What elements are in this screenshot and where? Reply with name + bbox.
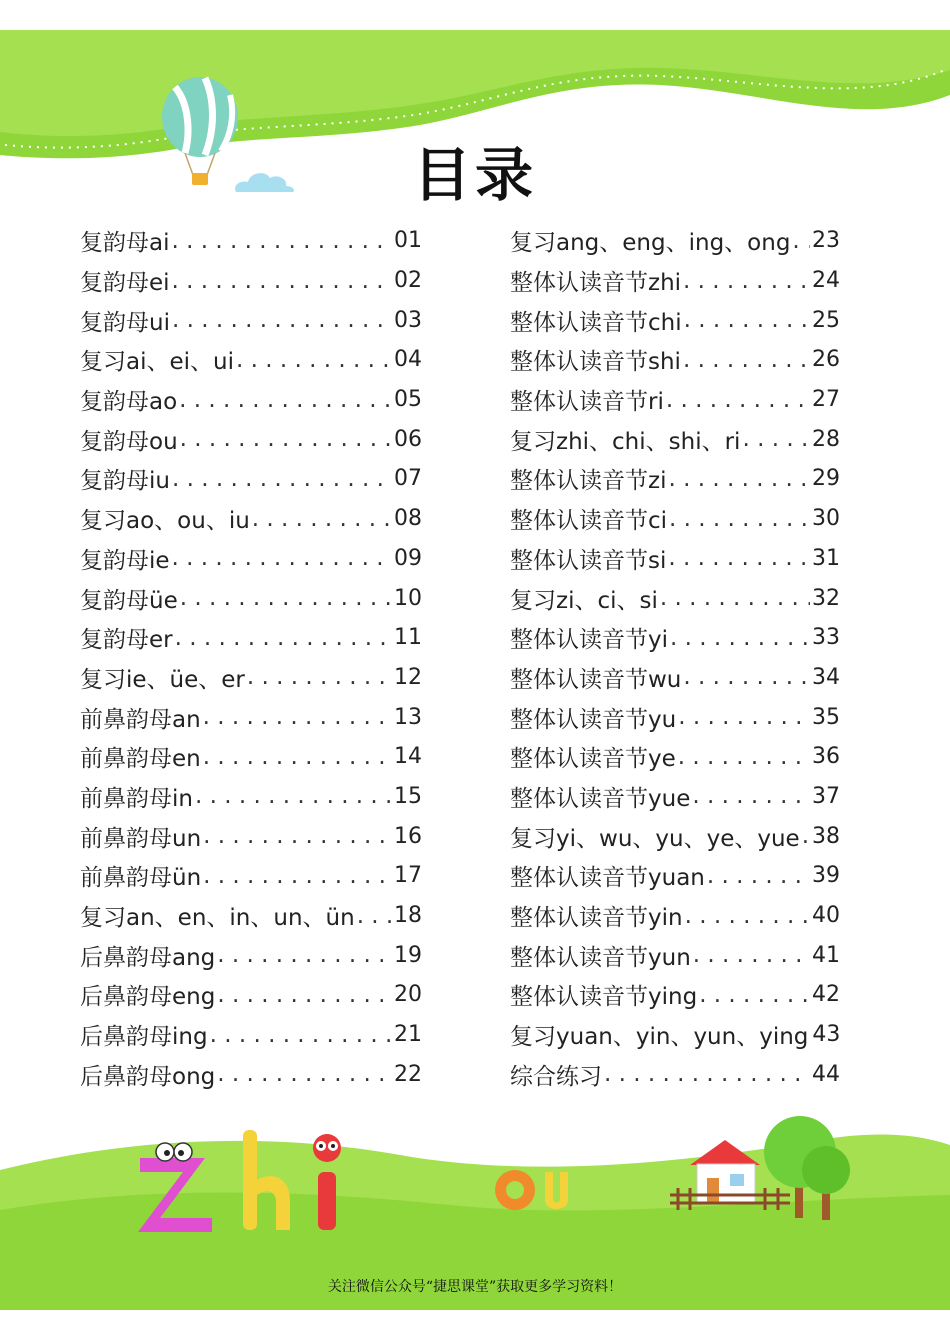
toc-entry-label: 后鼻韵母eng — [80, 984, 216, 1011]
footer-illustration — [0, 1100, 950, 1344]
toc-entry-page: 05 — [394, 387, 422, 413]
toc-entry[interactable] — [80, 816, 422, 856]
toc-entry-label: 后鼻韵母ong — [80, 1063, 216, 1090]
toc-entry-page: 04 — [394, 347, 422, 373]
toc-entry[interactable] — [80, 975, 422, 1015]
dot-leader — [180, 585, 392, 611]
toc-entry-page: 30 — [812, 506, 840, 532]
dot-leader — [175, 625, 392, 651]
dot-leader — [252, 506, 392, 532]
toc-entry-label: 复习an、en、in、un、ün — [80, 905, 355, 932]
dot-leader — [683, 664, 810, 690]
toc-entry[interactable] — [80, 578, 422, 618]
toc-entry-page: 16 — [394, 823, 422, 849]
toc-entry[interactable] — [510, 380, 840, 420]
dot-leader — [604, 1061, 810, 1087]
dot-leader — [669, 506, 810, 532]
toc-entry[interactable] — [510, 816, 840, 856]
toc-entry-label: 复习ai、ei、ui — [80, 349, 234, 376]
toc-entry-page: 07 — [394, 466, 422, 492]
toc-entry[interactable] — [510, 578, 840, 618]
toc-entry-label: 复韵母er — [80, 627, 173, 654]
toc-entry[interactable] — [80, 697, 422, 737]
dot-leader — [685, 903, 810, 929]
toc-entry-page: 09 — [394, 545, 422, 571]
toc-entry-label: 复习yi、wu、yu、ye、yue — [510, 825, 800, 852]
toc-entry-label: 复韵母ui — [80, 309, 170, 336]
toc-entry-page: 28 — [812, 426, 840, 452]
toc-entry[interactable] — [80, 300, 422, 340]
toc-entry-label: 整体认读音节yun — [510, 944, 691, 971]
dot-leader — [217, 1061, 392, 1087]
toc-entry-page: 15 — [394, 783, 422, 809]
dot-leader — [668, 466, 810, 492]
toc-entry-page: 31 — [812, 545, 840, 571]
toc-entry[interactable] — [510, 300, 840, 340]
toc-entry-page: 40 — [812, 903, 840, 929]
dot-leader — [357, 903, 392, 929]
toc-entry-label: 复习ang、eng、ing、ong — [510, 230, 791, 257]
toc-entry-label: 复韵母ie — [80, 547, 170, 574]
toc-entry-page: 10 — [394, 585, 422, 611]
dot-leader — [693, 942, 810, 968]
toc-entry-page: 25 — [812, 307, 840, 333]
toc-entry[interactable] — [510, 935, 840, 975]
toc-left-column — [80, 221, 422, 1094]
dot-leader — [203, 823, 392, 849]
toc-entry[interactable] — [510, 777, 840, 817]
toc-entry-page: 37 — [812, 783, 840, 809]
toc-entry[interactable] — [510, 658, 840, 698]
toc-entry-page: 20 — [394, 982, 422, 1008]
toc-entry[interactable] — [510, 975, 840, 1015]
toc-entry-label: 整体认读音节si — [510, 547, 667, 574]
toc-entry[interactable] — [80, 618, 422, 658]
toc-entry[interactable] — [510, 1054, 840, 1094]
dot-leader — [802, 823, 810, 849]
toc-entry-label: 前鼻韵母an — [80, 706, 201, 733]
toc-entry-label: 复习ao、ou、iu — [80, 508, 250, 535]
toc-entry-label: 整体认读音节ri — [510, 389, 664, 416]
toc-entry[interactable] — [510, 419, 840, 459]
house-icon — [690, 1140, 760, 1202]
toc-entry-page: 44 — [812, 1061, 840, 1087]
dot-leader — [217, 942, 392, 968]
toc-entry[interactable] — [510, 261, 840, 301]
toc-entry-label: 整体认读音节shi — [510, 349, 681, 376]
toc-entry-page: 14 — [394, 744, 422, 770]
toc-entry-page: 24 — [812, 268, 840, 294]
toc-entry-label: 复习zhi、chi、shi、ri — [510, 428, 741, 455]
toc-entry[interactable] — [510, 618, 840, 658]
toc-entry-page: 03 — [394, 307, 422, 333]
toc-entry-label: 前鼻韵母in — [80, 785, 193, 812]
dot-leader — [684, 307, 810, 333]
toc-entry-label: 复习zi、ci、si — [510, 587, 658, 614]
toc-entry-label: 复韵母ei — [80, 270, 170, 297]
toc-entry[interactable] — [80, 340, 422, 380]
toc-entry[interactable] — [80, 896, 422, 936]
dot-leader — [210, 1022, 392, 1048]
toc-entry-page: 41 — [812, 942, 840, 968]
toc-entry-page: 36 — [812, 744, 840, 770]
dot-leader — [683, 268, 810, 294]
toc-entry-label: 后鼻韵母ang — [80, 944, 216, 971]
toc-entry[interactable] — [80, 935, 422, 975]
dot-leader — [742, 426, 810, 452]
toc-entry-label: 整体认读音节ying — [510, 984, 698, 1011]
toc-entry-label: 整体认读音节zhi — [510, 270, 682, 297]
toc-entry[interactable] — [510, 459, 840, 499]
dot-leader — [172, 268, 392, 294]
toc-entry-label: 复韵母üe — [80, 587, 178, 614]
toc-entry[interactable] — [510, 221, 840, 261]
toc-entry-label: 前鼻韵母en — [80, 746, 201, 773]
dot-leader — [678, 744, 810, 770]
toc-entry[interactable] — [80, 499, 422, 539]
toc-entry[interactable] — [80, 1054, 422, 1094]
toc-entry-label: 整体认读音节yue — [510, 785, 691, 812]
toc-entry[interactable] — [510, 856, 840, 896]
dot-leader — [172, 545, 392, 571]
toc-entry-label: 复韵母ao — [80, 389, 178, 416]
dot-leader — [172, 466, 392, 492]
toc-entry-label: 前鼻韵母un — [80, 825, 202, 852]
toc-entry-page: 29 — [812, 466, 840, 492]
dot-leader — [692, 783, 810, 809]
toc-entry-page: 17 — [394, 863, 422, 889]
dot-leader — [172, 307, 392, 333]
toc-entry-page: 11 — [394, 625, 422, 651]
toc-entry-label: 整体认读音节ci — [510, 508, 668, 535]
toc-entry[interactable] — [510, 737, 840, 777]
toc-entry-label: 复韵母ou — [80, 428, 178, 455]
toc-entry-page: 23 — [812, 228, 840, 254]
dot-leader — [683, 347, 810, 373]
toc-entry-page: 01 — [394, 228, 422, 254]
toc-entry[interactable] — [80, 380, 422, 420]
page-title: 目录 — [412, 141, 537, 209]
toc-entry[interactable] — [80, 1015, 422, 1055]
toc-entry-label: 整体认读音节wu — [510, 666, 682, 693]
toc-entry-page: 43 — [812, 1022, 841, 1048]
dot-leader — [678, 704, 810, 730]
toc-entry-label: 整体认读音节ye — [510, 746, 676, 773]
toc-entry-page: 38 — [812, 823, 840, 849]
toc-entry[interactable] — [80, 459, 422, 499]
dot-leader — [203, 744, 392, 770]
toc-entry-page: 12 — [394, 664, 422, 690]
toc-entry-page: 33 — [812, 625, 840, 651]
dot-leader — [195, 783, 392, 809]
toc-entry-label: 复韵母ai — [80, 230, 170, 257]
toc-entry-page: 26 — [812, 347, 840, 373]
toc-entry-label: 复习ie、üe、er — [80, 666, 245, 693]
toc-entry-label: 整体认读音节yu — [510, 706, 677, 733]
toc-entry-label: 整体认读音节yin — [510, 905, 683, 932]
toc-entry-label: 后鼻韵母ing — [80, 1024, 208, 1051]
toc-right-column — [510, 221, 840, 1094]
toc-entry-page: 13 — [394, 704, 422, 730]
toc-entry-page: 18 — [394, 903, 422, 929]
dot-leader — [180, 426, 392, 452]
toc-entry-page: 21 — [394, 1022, 422, 1048]
toc-entry[interactable] — [80, 539, 422, 579]
toc-entry[interactable] — [80, 221, 422, 261]
toc-entry-page: 27 — [812, 387, 840, 413]
dot-leader — [666, 387, 810, 413]
dot-leader — [203, 863, 392, 889]
toc-entry-page: 08 — [394, 506, 422, 532]
dot-leader — [660, 585, 810, 611]
toc-entry[interactable] — [510, 539, 840, 579]
toc-entry-page: 22 — [394, 1061, 422, 1087]
toc-entry[interactable] — [80, 261, 422, 301]
dot-leader — [792, 228, 810, 254]
toc-entry-page: 06 — [394, 426, 422, 452]
dot-leader — [699, 982, 810, 1008]
dot-leader — [670, 625, 810, 651]
dot-leader — [217, 982, 392, 1008]
toc-entry[interactable] — [510, 499, 840, 539]
toc-entry-page: 35 — [812, 704, 840, 730]
toc-entry-page: 32 — [812, 585, 840, 611]
toc-entry[interactable] — [510, 896, 840, 936]
dot-leader — [171, 228, 392, 254]
toc-entry-page: 34 — [812, 664, 840, 690]
toc-entry[interactable] — [80, 419, 422, 459]
toc-entry[interactable] — [510, 340, 840, 380]
toc-entry-label: 前鼻韵母ün — [80, 865, 202, 892]
dot-leader — [203, 704, 392, 730]
toc-entry-label: 复韵母iu — [80, 468, 170, 495]
toc-entry[interactable] — [510, 697, 840, 737]
toc-entry-page: 19 — [394, 942, 422, 968]
toc-entry-page: 42 — [812, 982, 840, 1008]
dot-leader — [707, 863, 810, 889]
toc-entry-label: 综合练习 — [510, 1063, 602, 1090]
footer-note: 关注微信公众号“捷思课堂”获取更多学习资料！ — [327, 1279, 623, 1295]
dot-leader — [247, 664, 392, 690]
toc-entry[interactable] — [80, 737, 422, 777]
toc-entry-label: 整体认读音节yuan — [510, 865, 705, 892]
toc-entry[interactable] — [80, 658, 422, 698]
toc-entry-page: 02 — [394, 268, 422, 294]
toc-entry-page: 39 — [812, 863, 840, 889]
toc-entry[interactable] — [80, 856, 422, 896]
toc-entry[interactable] — [510, 1015, 840, 1055]
dot-leader — [179, 387, 392, 413]
toc-entry-label: 复习yuan、yin、yun、ying — [510, 1024, 809, 1051]
toc-entry-label: 整体认读音节zi — [510, 468, 667, 495]
dot-leader — [236, 347, 392, 373]
toc-entry-label: 整体认读音节chi — [510, 309, 682, 336]
toc-entry-label: 整体认读音节yi — [510, 627, 669, 654]
dot-leader — [668, 545, 810, 571]
toc-entry[interactable] — [80, 777, 422, 817]
